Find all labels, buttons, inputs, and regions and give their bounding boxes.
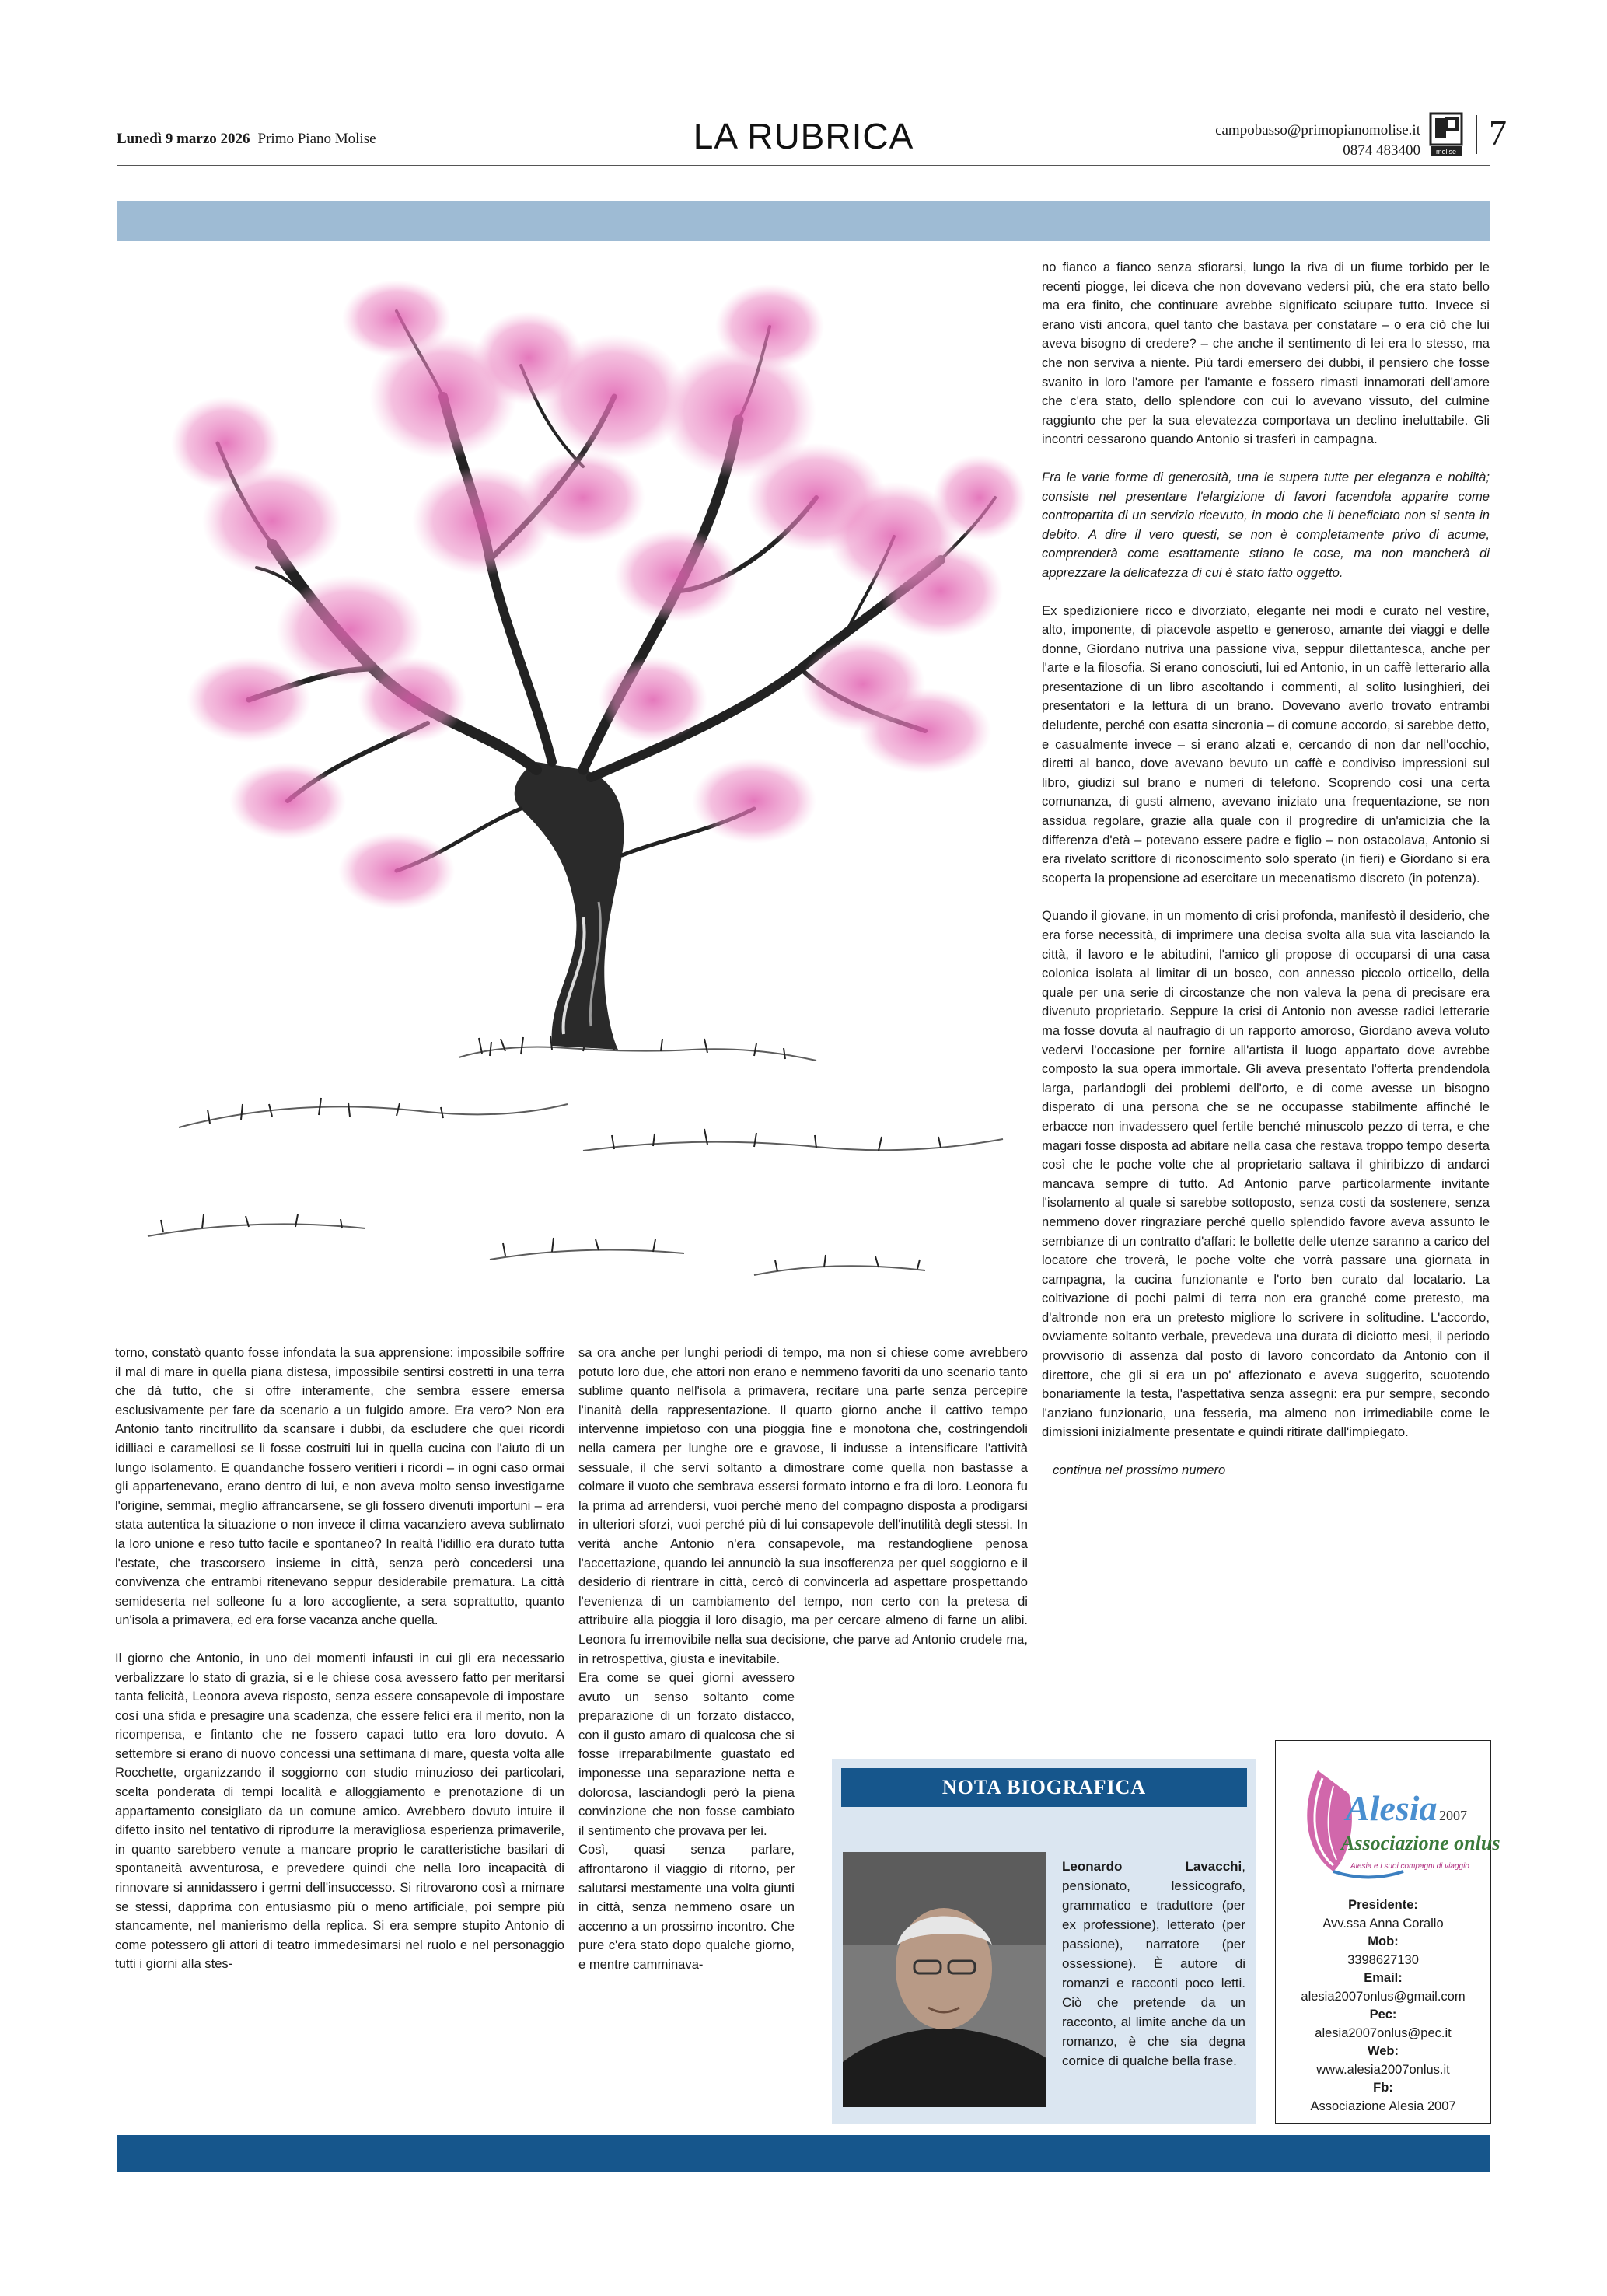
article-narrow-paragraph: Era come se quei giorni avessero avuto un senso soltanto come preparazione di un forzato distacco, con il gusto amaro di qualcosa che si fosse irreparabilmente guastato ed imponesse una separazione netta e dolorosa, lasciandogli però la piena convinzione che non fosse cambiato il sentimento che provava per lei. (578, 1670, 795, 1838)
author-bio: , pensionato, lessicografo, grammatico e traduttore (per ex professione), letterato (per passione), narratore (per ossessione). È autore di romanzi e racconti poco letti. Ciò che pretende da un racconto, al limite anche da un romanzo, è che sia degna cornice di qualche bella frase. (1062, 1859, 1245, 2068)
alesia-logo-name: Alesia (1346, 1788, 1438, 1828)
right-article-column (1042, 258, 1490, 1480)
mob-value: 3398627130 (1347, 1952, 1419, 1967)
nota-bio-text (1062, 1857, 1245, 2071)
header-separator (1476, 115, 1477, 154)
fb-value[interactable]: Associazione Alesia 2007 (1310, 2099, 1456, 2113)
left-article-column (115, 1344, 564, 1974)
page-number: 7 (1489, 113, 1507, 152)
continua-note: continua nel prossimo numero (1053, 1463, 1226, 1478)
alesia-association-box (1275, 1740, 1500, 2124)
fb-label: Fb: (1373, 2081, 1393, 2095)
article-paragraph: Ex spedizioniere ricco e divorziato, elegante nei modi e curato nel vestire, alto, imponente, di piacevole aspetto e generoso, amante dei viaggi e delle donne, Giordano nutriva una passione viva, seppur dilettantesca, anche per l'arte e la filosofia. Si erano conosciuti, lui ed Antonio, in un caffè letterario alla presentazione di un libro ascoltando i commenti, al solito lusinghieri, dei presentatori e la lettura di un brano. Dovevano averlo trovato entrambi deludente, perché con esatta sincronia – di comune accordo, si sarebbe detto, e casualmente invece – si erano alzati e, cercando di non dar nell'occhio, diretti al banco, dove avevano bevuto un caffè e condiviso impressioni sul libro, giudizi sul brano e numeri di telefono. Scoprendo così una certa comunanza, di gusti almeno, avevano iniziato una frequentazione, se non assidua regolare, grazie alla quale con il progredire di un'amicizia che la differenza d'età – potevano essere padre e figlio – non ostacolava, Antonio si era rivelato scrittore di riconoscimento solo sperato (in fieri) e Giordano si era scoperta la propensione ad esercitare un mecenatismo discreto (in potenza). (1042, 603, 1490, 886)
header-phone: 0874 483400 (1343, 142, 1420, 159)
header-paper: Primo Piano Molise (257, 131, 376, 147)
alesia-logo-year: 2007 (1439, 1808, 1467, 1823)
blossoming-tree-illustration (117, 264, 1030, 1314)
article-narrow-paragraph: Così, quasi senza parlare, affrontarono il viaggio di ritorno, per salutarsi mestamente una volta giunti in città, senza nemmeno osare un accenno a un prossimo incontro. Che pure c'era stato dopo qualche giorno, e mentre camminava- (578, 1842, 795, 1972)
header-contact (1215, 121, 1420, 161)
web-value[interactable]: www.alesia2007onlus.it (1316, 2062, 1450, 2077)
article-paragraph: no fianco a fianco senza sfiorarsi, lungo la riva di un fiume torbido per le recenti piogge, lei diceva che non dovevano vedersi più, che era stato bello ma era finito, che continuare avrebbe significato sciupare tutto. Invece si erano visti ancora, quel tanto che bastava per constatare – o era ciò che lui aveva bisogno di credere? – che anche il sentimento di lei era lo stesso, ma che non serviva a niente. Più tardi emersero dei dubbi, il pensiero che fosse svanito in loro l'amore per l'amante e fossero rimasti innamorati dell'amore che c'era stato, dello splendore con cui lo avevano vissuto, del culmine raggiunto che per la sua elevatezza comportava un declino ineluttabile. Gli incontri cessarono quando Antonio si trasferì in campagna. (1042, 260, 1490, 447)
alesia-logo (1287, 1755, 1500, 1895)
logo-text: molise (1435, 148, 1457, 156)
article-italic-paragraph: Fra le varie forme di generosità, una le supera tutte per eleganza e nobiltà; consiste nel presentare l'elargizione di favori facendola apparire come contropartita di un servizio ricevuto, in modo che il beneficiato non si senta in debito. A dire il vero questi, se non è completamente privo di acume, comprenderà come esattamente stiano le cose, ma non mancherà di apprezzare la delicatezza di cui è stato fatto oggetto. (1042, 469, 1490, 580)
nota-biografica-box (832, 1759, 1256, 2124)
pec-value[interactable]: alesia2007onlus@pec.it (1315, 2025, 1452, 2040)
article-paragraph: Il giorno che Antonio, in uno dei momenti infausti in cui gli era necessario verbalizzare lo stato di grazia, si e le chiese cosa avessero fatto per meritarsi tanta felicità, Leonora aveva risposto, senza essere consapevole di impostare così una sfida e presagire una scadenza, che essere felici era il merito, non la ricompensa, e fintanto che ne fossero capaci tutto era loro dovuto. A settembre si erano di nuovo concessi una settimana di mare, questa volta alle Rocchette, organizzando il soggiorno con studio minuzioso dei particolari, scelta ponderata di tempi località e alloggiamento e prenotazione di un appartamento consigliato da un comune amico. Avrebbero dovuto intuire il difetto insito nel tentativo di riprodurre la meravigliosa esperienza primaverile, in quanto sarebbero venute a mancare proprio le caratteristiche basilari di spontaneità avventurosa, e prevedere quindi che nella loro incapacità di rinnovare si annidassero i germi dell'insuccesso. Si ritrovarono così a mimare se stessi, dapprima con entusiasmo più o meno artificiale, poi sempre più stancamente, nel manierismo della replica. Si era sempre stupito Antonio di come potessero gli attori di teatro immedesimarsi nel ruolo e nel personaggio tutti i giorni alla stes- (115, 1650, 564, 1972)
alesia-logo-sub: Associazione onlus (1341, 1832, 1500, 1854)
header-date: Lunedì 9 marzo 2026 (117, 131, 250, 147)
article-paragraph: Quando il giovane, in un momento di crisi profonda, manifestò il desiderio, che era forse necessità, di imprimere una decisa svolta alla sua vita lasciando la città, il lavoro e le abitudini, l'amico gli propose di occuparsi di una casa colonica isolata al limitar di un bosco, con annesso piccolo orticello, della quale per una serie di circostanze che non valeva la pena di precisare era divenuto proprietario. Seppure la crisi di Antonio non avesse radici letterarie ma fosse dovuta al naufragio di un rapporto amoroso, Giordano aveva voluto vedervi l'occasione per fornire all'artista il luogo appartato dove avrebbe composto la sua opera immortale. Gli aveva presentato l'offerta prendendola larga, parlandogli dei problemi dell'orto, e di come avesse un bisogno disperato di una persona che se ne occupasse stabilmente affinché le erbacce non invadessero quel fertile benché minuscolo pezzo di terra, e che magari fosse disposta ad abitare nella casa che restava troppo tempo deserta così che le poche volte che al proprietario saltava il ghiribizzo di andarci mancava sempre di tutto. Ad Antonio parve particolarmente invitante l'isolamento al quale si sarebbe sottoposto, senza costi da sostenere, senza nemmeno dover ringraziare perché quello splendido favore aveva assunto le sembianze di un contratto d'affari: le bollette delle utenze saranno a carico del locatore che troverà, le poche volte che vorrà passare una giornata in campagna, la cucina funzionante e l'orto ben curato dal locatario. La coltivazione di pochi palmi di terra non era granché come pretesto, ma d'altronde non era un pretesto migliore lo scrivere in solitudine. L'accordo, ovviamente soltanto verbale, prevedeva una durata di diciotto mesi, il periodo provvisorio di assenza dal posto di lavoro concordato da Antonio con il direttore, che gli si era un po' affezionato e aveva suggerito, scuotendo bonariamente la testa, l'aspettativa senza assegni: era pur sempre, secondo l'anziano funzionario, una fesseria, ma almeno non irrimediabile come le dimissioni inizialmente presentate e quindi ritirate dall'impiegato. (1042, 908, 1490, 1440)
alesia-logo-tagline: Alesia e i suoi compagni di viaggio (1350, 1862, 1469, 1871)
alesia-contacts (1280, 1896, 1486, 2116)
presidente-value: Avv.ssa Anna Corallo (1322, 1916, 1444, 1931)
section-title: LA RUBRICA (693, 116, 914, 156)
article-paragraph: torno, constatò quanto fosse infondata la sua apprensione: impossibile soffrire il mal di mare in quella piana distesa, impossibile sentirsi costretti in una terra che dà tutto, che si offre interamente, che sembra essere emersa esclusivamente per fare da scenario a un fulgido amore. Era vero? Non era Antonio tanto rincitrullito da scansare i dubbi, da escludere che quei ricordi idilliaci e caramellosi se li fosse costruiti lui in quella cucina con l'aiuto di un lungo isolamento. E quandanche fossero veritieri i ricordi – in ogni caso ormai gli appartenevano, erano dentro di lui, e non aveva molto senso investigarne l'origine, semmai, meglio affrancarsene, se gli fossero divenuti importuni – era stata autentica la situazione o non invece il clima vacanziero aveva sublimato la loro unione e reso tutto facile e spontaneo? In realtà l'idillio era durato tutta l'estate, che trascorsero insieme in città, senza però concedersi una convivenza che entrambi ritenevano seppur desiderabile prematura. La città semideserta nel solleone fu a loro accogliente, a sera soprattutto, quanto un'isola a primavera, ed era forse vacanza anche quella. (115, 1345, 564, 1628)
web-label: Web: (1367, 2044, 1399, 2058)
presidente-label: Presidente: (1348, 1898, 1418, 1912)
bottom-color-band (117, 2135, 1490, 2172)
email-label: Email: (1364, 1971, 1403, 1985)
header-rule (117, 165, 1490, 166)
top-color-band (117, 201, 1490, 241)
pec-label: Pec: (1369, 2008, 1397, 2022)
author-name: Leonardo Lavacchi (1062, 1859, 1242, 1874)
author-portrait-photo (843, 1852, 1046, 2107)
newspaper-logo-icon (1429, 110, 1465, 159)
header-email[interactable]: campobasso@primopianomolise.it (1215, 122, 1420, 138)
article-paragraph: sa ora anche per lunghi periodi di tempo, ma non si chiese come avrebbero potuto loro due, che attori non erano e nemmeno favoriti da uno scenario tanto sublime quanto nell'isola a primavera, recitare una parte senza percepire l'inanità della rappresentazione. Il quarto giorno anche il cattivo tempo intervenne impietoso con una pioggia fine e monotona che, costringendoli nella camera per lunghe ore e gravose, li indusse a intensificare l'attività sessuale, il che servì soltanto a dimostrare come quella non bastasse a colmare il vuoto che sembrava essersi formato intorno e fra di loro. Leonora fu la prima ad arrendersi, vuoi perché meno del compagno disposta a prodigarsi in ulteriori sforzi, vuoi perché più di lui consapevole dell'inutilità degli stessi. In verità anche Antonio n'era consapevole, ma restandogliene penosa l'accettazione, quando lei annunciò la sua insofferenza per quel soggiorno e il desiderio di rientrare in città, cercò di convincerla ad aspettare prospettando l'evenienza di un cambiamento del tempo, non certo con la pretesa di attribuire alla pioggia il loro disagio, ma per cercare almeno di farne un alibi. Leonora fu irremovibile nella sua decisione, che parve ad Antonio crudele ma, in retrospettiva, giusta e inevitabile. (578, 1345, 1028, 1666)
nota-title: NOTA BIOGRAFICA (841, 1768, 1247, 1807)
mob-label: Mob: (1368, 1934, 1399, 1948)
email-value[interactable]: alesia2007onlus@gmail.com (1301, 1989, 1466, 2004)
